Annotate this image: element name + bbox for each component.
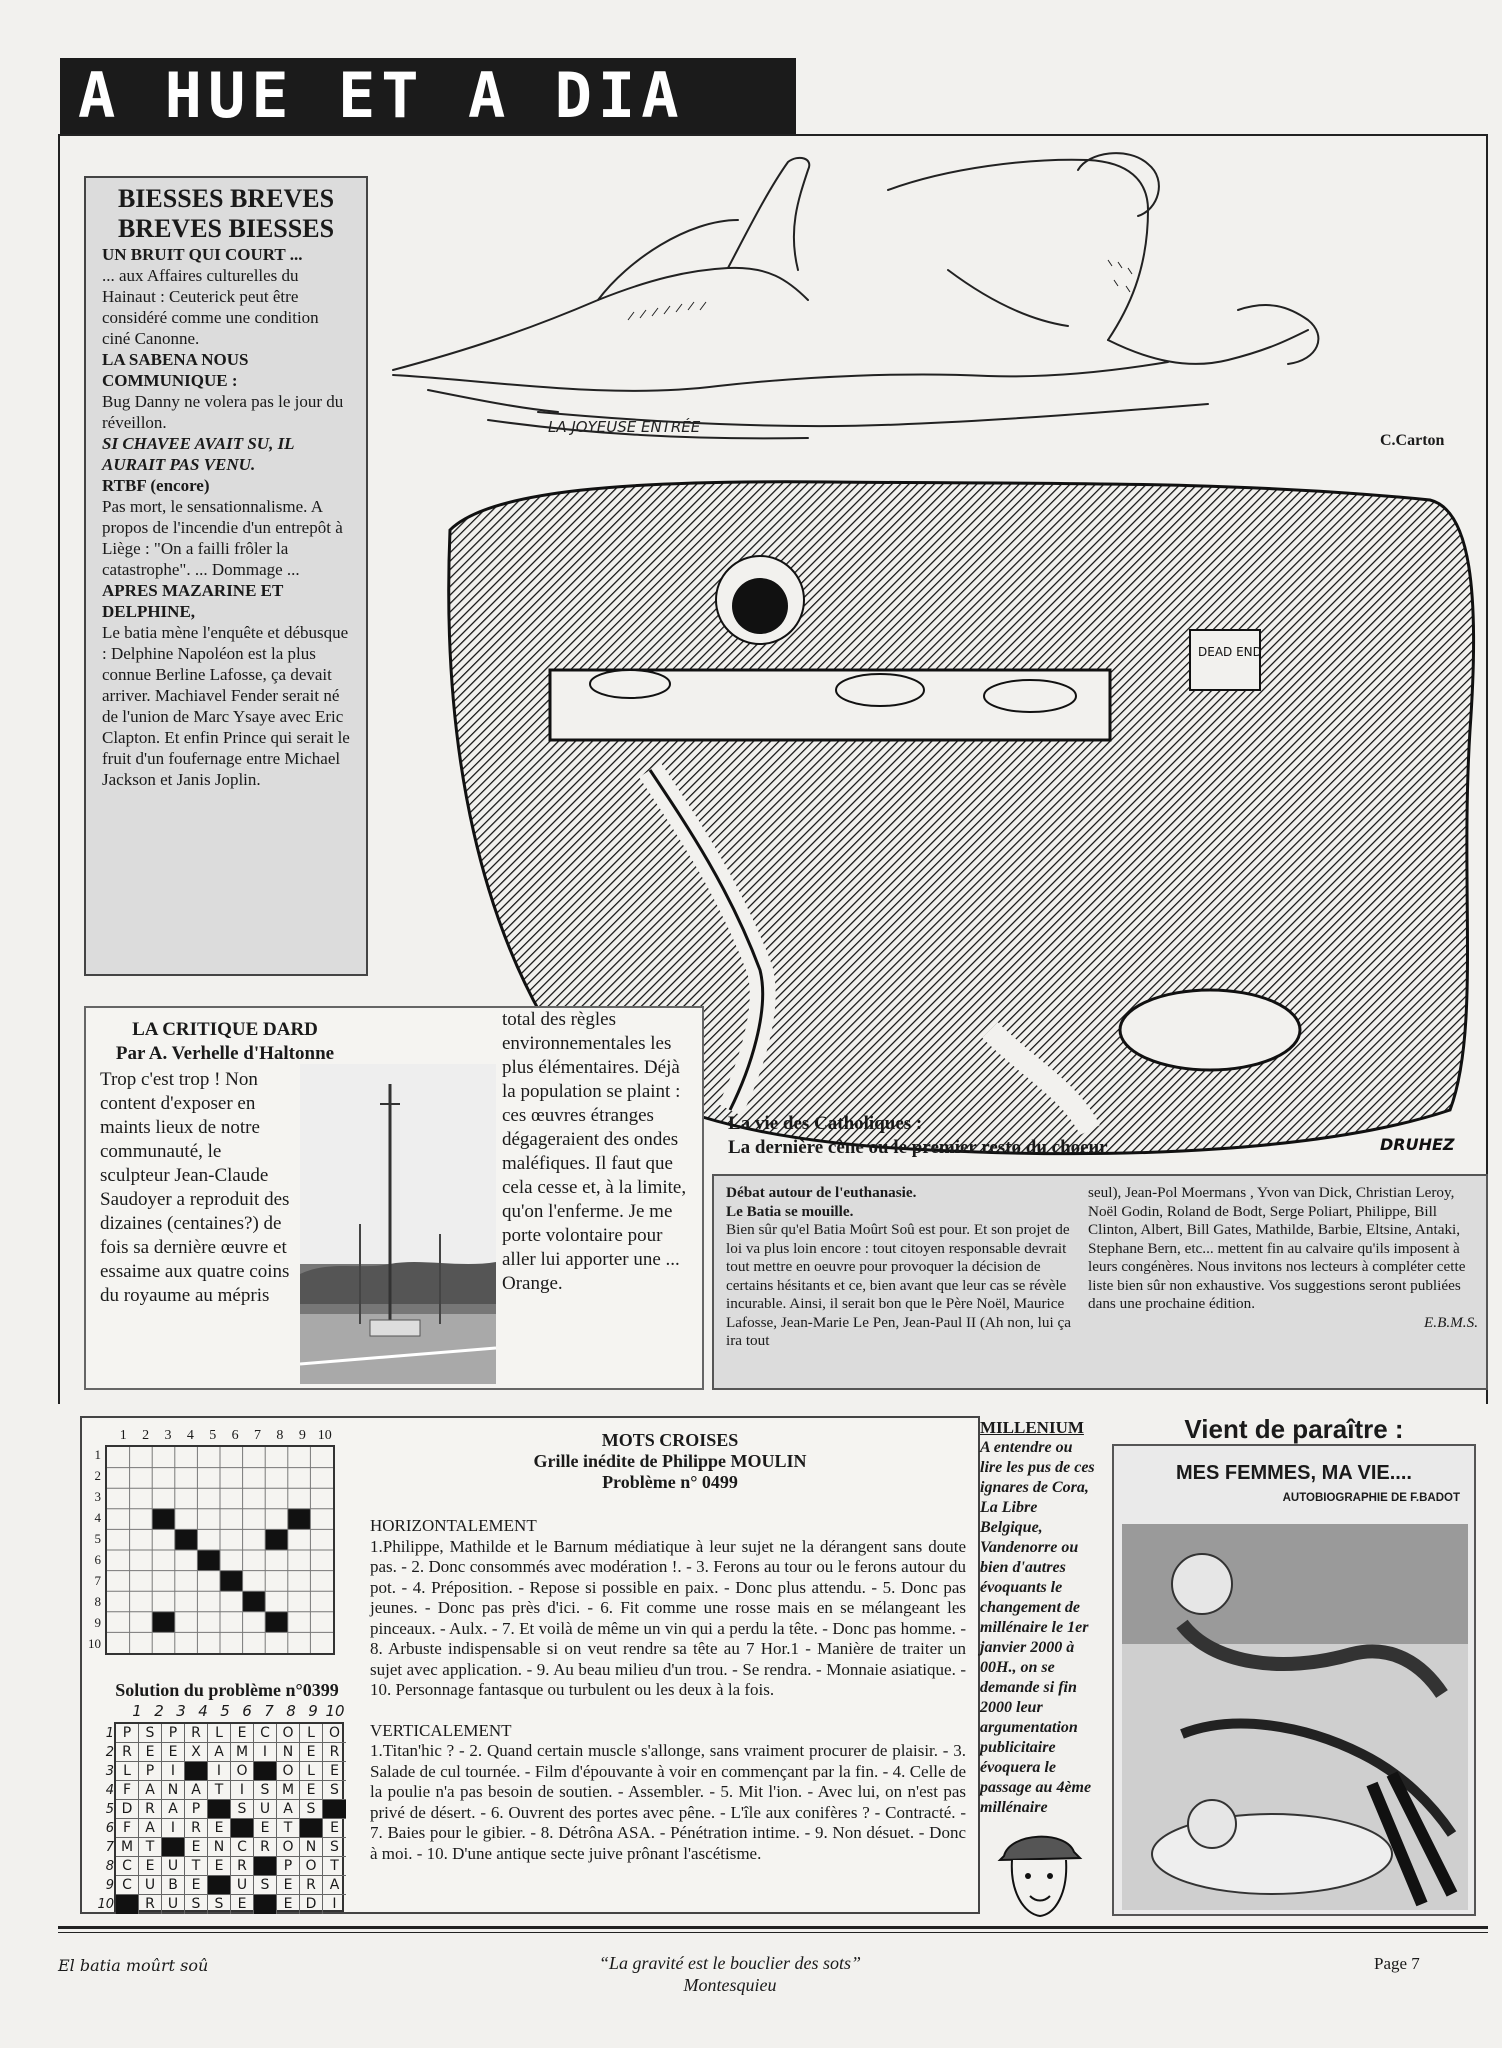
book-subtitle: AUTOBIOGRAPHIE DE F.BADOT <box>1282 1492 1460 1504</box>
cene-caption <box>728 1112 1208 1160</box>
solution-row <box>105 1876 346 1895</box>
sol-col-number: 7 <box>264 1702 274 1720</box>
solution-cell: O <box>277 1838 300 1857</box>
solution-cell: D <box>116 1800 139 1819</box>
solution-black-cell <box>254 1857 277 1876</box>
critique-box <box>84 1006 704 1390</box>
black-cell <box>175 1529 198 1550</box>
solution-cell: N <box>277 1743 300 1762</box>
solution-row-number: 4 <box>105 1783 114 1798</box>
solution-row-number: 5 <box>105 1802 114 1817</box>
solution-cell: N <box>208 1838 231 1857</box>
vient-de-paraitre-heading: Vient de paraître : <box>1184 1414 1404 1444</box>
solution-row-number: 10 <box>97 1897 114 1912</box>
book-cover-photo <box>1122 1524 1468 1910</box>
row-number: 2 <box>94 1468 101 1483</box>
cap-man-drawing <box>990 1822 1086 1922</box>
solution-cell: E <box>254 1819 277 1838</box>
col-number: 10 <box>317 1428 332 1443</box>
row-number: 6 <box>94 1552 101 1567</box>
solution-column-numbers <box>126 1702 346 1720</box>
solution-black-cell <box>162 1838 185 1857</box>
col-number: 2 <box>142 1428 150 1443</box>
col-number: 5 <box>209 1428 217 1443</box>
row-number: 1 <box>94 1447 101 1462</box>
solution-cell: R <box>185 1724 208 1743</box>
solution-black-cell <box>208 1800 231 1819</box>
biesses-title-1: BIESSES BREVES <box>117 184 335 213</box>
solution-cell: I <box>231 1781 254 1800</box>
footer-quote <box>480 1952 980 1996</box>
quote-text: “La gravité est le bouclier des sots” <box>599 1953 861 1973</box>
euthanasie-box <box>712 1174 1488 1390</box>
row-number: 5 <box>94 1531 101 1546</box>
row-number: 7 <box>94 1573 101 1588</box>
row-number: 3 <box>94 1489 101 1504</box>
solution-grid <box>97 1722 344 1912</box>
solution-black-cell <box>300 1819 323 1838</box>
solution-cell: I <box>254 1743 277 1762</box>
solution-black-cell <box>254 1762 277 1781</box>
solution-cell: L <box>208 1724 231 1743</box>
page-number: Page 7 <box>1374 1954 1420 1973</box>
black-cell <box>152 1509 175 1530</box>
solution-cell: A <box>139 1781 162 1800</box>
solution-cell: R <box>116 1743 139 1762</box>
antenna-photo <box>300 1064 496 1384</box>
cene-caption-line1: La vie des Catholiques : <box>728 1113 923 1134</box>
solution-cell: F <box>116 1781 139 1800</box>
solution-cell: N <box>300 1838 323 1857</box>
solution-cell: S <box>323 1838 346 1857</box>
solution-cell: U <box>254 1800 277 1819</box>
solution-cell: E <box>208 1819 231 1838</box>
book-title: MES FEMMES, MA VIE.... <box>1176 1462 1412 1484</box>
solution-cell: E <box>139 1743 162 1762</box>
bottom-rule <box>58 1926 1488 1929</box>
solution-cell: E <box>231 1895 254 1914</box>
solution-cell: I <box>208 1762 231 1781</box>
artist-signature: DRUHEZ <box>1380 1135 1455 1154</box>
drawing-caption: LA JOYEUSE ENTRÉE <box>548 418 701 436</box>
mots-croises-clues <box>370 1516 966 1864</box>
solution-cell: U <box>139 1876 162 1895</box>
solution-cell: E <box>323 1762 346 1781</box>
footer-journal-name: El batia moûrt soû <box>58 1956 209 1975</box>
biesses-box <box>84 176 368 976</box>
item-head: RTBF (encore) <box>102 476 210 495</box>
solution-cell: X <box>185 1743 208 1762</box>
book-cover <box>1112 1444 1476 1916</box>
solution-row <box>97 1895 346 1914</box>
solution-cell: E <box>323 1819 346 1838</box>
masthead-title: A HUE ET A DIA <box>60 58 796 134</box>
solution-cell: M <box>277 1781 300 1800</box>
bottom-rule-thin <box>58 1932 1488 1933</box>
illustration-credit: C.Carton <box>1380 432 1445 449</box>
sol-col-number: 4 <box>198 1702 208 1720</box>
critique-col1: Trop c'est trop ! Non content d'exposer en maints lieux de notre communauté, le sculpteur Jean-Claude Saudoyer a reproduit des dizaines (centaines?) de fois sa dernière œuvre et essaime aux quatre coins du royaume au mépris <box>100 1069 290 1306</box>
row-number: 10 <box>88 1636 101 1651</box>
horizontal-clues: 1.Philippe, Mathilde et le Barnum médiatique à leur sujet ne la dérangent sans doute pas. - 2. Donc consommés avec modération !. - 3. Ferons au tour ou le ferons autour du pot. - 4. Préposition. - Repose si possible en paix. - Donc plus attendu. - 5. Donc pas jeunes. - Donc pas près d'ici. - 6. Fit comme une rosse mais en se mélangeant les pinceaux. - Aulx. - 7. Et voilà de même un vin qui a perdu la tête. - Donc pas homme. - 8. Arbuste indispensable si on veut rendre sa tête au 7 Hor.1 - Manière de traiter un sujet avec application. - 9. Au beau milieu d'un trou. - Se rendra. - Monnaie asiatique. - 10. Personnage fantasque ou turbulent ou les deux à la fois. <box>370 1536 966 1699</box>
sol-col-number: 8 <box>286 1702 296 1720</box>
sol-col-number: 3 <box>176 1702 186 1720</box>
item-body: Bug Danny ne volera pas le jour du réveillon. <box>102 392 344 432</box>
solution-cell: T <box>139 1838 162 1857</box>
black-cell <box>265 1529 288 1550</box>
solution-cell: S <box>323 1781 346 1800</box>
solution-black-cell <box>185 1762 208 1781</box>
euthanasie-text-2: seul), Jean-Pol Moermans , Yvon van Dick, Christian Leroy, Noël Godin, Roland de Bodt, Serge Poliart, Philippe, Bill Clinton, Albert, Bill Gates, Mathilde, Barbie, Eltsine, Antaki, Stephane Bern, etc... mettent fin au calvaire qu'ils imposent à leurs congénères. Nous invitons nos lecteurs à compléter cette liste bien sûr non exhaustive. Vos suggestions seront publiées dans une prochaine édition. <box>1088 1184 1466 1312</box>
solution-cell: E <box>300 1743 323 1762</box>
sol-col-number: 2 <box>154 1702 164 1720</box>
solution-black-cell <box>323 1800 346 1819</box>
solution-cell: S <box>300 1800 323 1819</box>
solution-cell: T <box>208 1781 231 1800</box>
solution-cell: P <box>116 1724 139 1743</box>
critique-col2: total des règles environnementales les plus élémentaires. Déjà la population se plaint : ces œuvres étranges dégageraient des ondes maléfiques. Il faut que cela cesse et, à la limite, qu'on l'enferme. Je me porte volontaire pour aller lui apporter une ... Orange. <box>502 1009 687 1294</box>
solution-row <box>105 1743 346 1762</box>
solution-cell: O <box>277 1762 300 1781</box>
col-number: 1 <box>119 1428 127 1443</box>
item-head: LA SABENA NOUS COMMUNIQUE : <box>102 350 249 390</box>
solution-cell: A <box>208 1743 231 1762</box>
black-cell <box>197 1550 220 1571</box>
euthanasie-title-2: Le Batia se mouille. <box>726 1202 854 1220</box>
item-head-italic: SI CHAVEE AVAIT SU, IL AURAIT PAS VENU. <box>102 434 294 474</box>
black-cell <box>152 1612 175 1633</box>
item-head: UN BRUIT QUI COURT ... <box>102 245 303 264</box>
grid-column-numbers <box>112 1428 336 1444</box>
solution-cell: S <box>185 1895 208 1914</box>
solution-cell: R <box>139 1800 162 1819</box>
cene-caption-line2: La dernière cène ou le premier resto du choeur <box>728 1137 1108 1158</box>
solution-row-number: 2 <box>105 1745 114 1760</box>
millenium-text: A entendre ou lire les pus de ces ignares de Cora, La Libre Belgique, Vandenorre ou bien d'autres évoquants le changement de millénaire le 1er janvier 2000 à 00H., on se demande si fin 2000 leur argumentation publicitaire évoquera le passage au 4ème millénaire <box>980 1439 1095 1816</box>
solution-row-number: 8 <box>105 1859 114 1874</box>
solution-cell: P <box>139 1762 162 1781</box>
solution-cell: D <box>300 1895 323 1914</box>
solution-cell: E <box>277 1876 300 1895</box>
euthanasie-col2 <box>1088 1184 1478 1332</box>
solution-cell: S <box>254 1781 277 1800</box>
solution-cell: L <box>300 1762 323 1781</box>
solution-cell: L <box>300 1724 323 1743</box>
row-number: 8 <box>94 1594 101 1609</box>
solution-row-number: 7 <box>105 1840 114 1855</box>
solution-cell: I <box>162 1762 185 1781</box>
euthanasie-title-1: Débat autour de l'euthanasie. <box>726 1184 917 1201</box>
critique-byline: Par A. Verhelle d'Haltonne <box>115 1043 335 1064</box>
item-head: APRES MAZARINE ET DELPHINE, <box>102 581 284 621</box>
solution-cell: I <box>332 1896 337 1912</box>
solution-row <box>105 1800 346 1819</box>
solution-cell: S <box>208 1895 231 1914</box>
solution-row <box>105 1819 346 1838</box>
solution-cell: R <box>185 1819 208 1838</box>
solution-cell: N <box>162 1781 185 1800</box>
mots-croises-header <box>370 1430 970 1493</box>
col-number: 6 <box>231 1428 239 1443</box>
dead-end-sign: DEAD END <box>1198 645 1262 659</box>
solution-cell: E <box>208 1857 231 1876</box>
solution-cell: A <box>139 1819 162 1838</box>
solution-cell: U <box>231 1876 254 1895</box>
solution-cell: E <box>139 1857 162 1876</box>
solution-cell: E <box>231 1724 254 1743</box>
solution-cell: E <box>185 1876 208 1895</box>
solution-cell: A <box>277 1800 300 1819</box>
solution-row-number: 3 <box>105 1764 114 1779</box>
solution-cell: F <box>116 1819 139 1838</box>
solution-cell: E <box>162 1743 185 1762</box>
solution-black-cell <box>208 1876 231 1895</box>
solution-cell: E <box>185 1838 208 1857</box>
col-number: 4 <box>186 1428 194 1443</box>
mots-croises-title: MOTS CROISES <box>601 1430 739 1450</box>
solution-cell: R <box>323 1743 346 1762</box>
crossword-grid <box>105 1445 335 1655</box>
solution-cell: B <box>162 1876 185 1895</box>
col-number: 7 <box>254 1428 262 1443</box>
solution-cell: C <box>231 1838 254 1857</box>
row-number: 9 <box>94 1615 101 1630</box>
solution-row <box>105 1724 346 1743</box>
solution-row <box>105 1857 346 1876</box>
solution-cell: C <box>254 1724 277 1743</box>
item-body: Pas mort, le sensationnalisme. A propos de l'incendie d'un entrepôt à Liège : "On a failli frôler la catastrophe". ... Dommage ... <box>102 497 343 579</box>
solution-row-number: 9 <box>105 1878 114 1893</box>
millenium-column <box>980 1418 1096 1818</box>
solution-cell: I <box>162 1819 185 1838</box>
mots-croises-problem: Problème n° 0499 <box>602 1472 738 1492</box>
solution-cell: T <box>277 1819 300 1838</box>
row-number: 4 <box>94 1510 101 1525</box>
solution-cell: S <box>254 1876 277 1895</box>
solution-cell: R <box>139 1895 162 1914</box>
solution-black-cell <box>231 1819 254 1838</box>
solution-black-cell <box>116 1895 139 1914</box>
solution-cell: S <box>231 1800 254 1819</box>
solution-cell: O <box>277 1724 300 1743</box>
millenium-title: MILLENIUM <box>980 1418 1084 1437</box>
critique-title: LA CRITIQUE DARD <box>132 1019 318 1040</box>
black-cell <box>243 1591 266 1612</box>
solution-title: Solution du problème n°0399 <box>115 1680 339 1700</box>
solution-cell: P <box>162 1724 185 1743</box>
solution-cell: M <box>116 1838 139 1857</box>
solution-cell: C <box>116 1857 139 1876</box>
sol-col-number: 5 <box>220 1702 230 1720</box>
solution-cell: O <box>323 1724 346 1743</box>
solution-cell: U <box>162 1857 185 1876</box>
sol-col-number: 9 <box>308 1702 318 1720</box>
sol-col-number: 6 <box>242 1702 252 1720</box>
horizontal-heading: HORIZONTALEMENT <box>370 1516 537 1535</box>
solution-black-cell <box>254 1895 277 1914</box>
biesses-title-2: BREVES BIESSES <box>117 214 335 243</box>
euthanasie-signature: E.B.M.S. <box>1424 1313 1478 1331</box>
solution-cell: M <box>231 1743 254 1762</box>
solution-cell: E <box>277 1895 300 1914</box>
solution-cell: R <box>254 1838 277 1857</box>
solution-cell: O <box>300 1857 323 1876</box>
solution-cell: A <box>323 1876 346 1895</box>
euthanasie-col1 <box>726 1184 1072 1351</box>
solution-cell: S <box>139 1724 162 1743</box>
col-number: 8 <box>276 1428 284 1443</box>
solution-cell: A <box>185 1781 208 1800</box>
solution-row <box>105 1838 346 1857</box>
solution-cell: T <box>323 1857 346 1876</box>
joyeuse-entree-drawing <box>388 150 1488 450</box>
solution-row-number: 6 <box>105 1821 114 1836</box>
solution-cell: U <box>162 1895 185 1914</box>
solution-cell: L <box>116 1762 139 1781</box>
solution-cell: A <box>162 1800 185 1819</box>
item-body: Le batia mène l'enquête et débusque : Delphine Napoléon est la plus connue Berline Lafosse, ça devait arriver. Machiavel Fender serait né de l'union de Marc Ysaye avec Eric Clapton. Et enfin Prince qui serait le fruit d'un foufernage entre Michael Jackson et Janis Joplin. <box>102 623 350 789</box>
quote-author: Montesquieu <box>683 1975 777 1995</box>
euthanasie-text-1: Bien sûr qu'el Batia Moûrt Soû est pour. Et son projet de loi va plus loin encore : tout citoyen responsable devrait tout mettre en oeuvre pour provoquer la décision de certains hésitants et ce, bien avant que leur cas se révèle incurable. Ainsi, il serait bon que le Père Noël, Maurice Lafosse, Jean-Marie Le Pen, Jean-Paul II (Ah non, lui ça ira tout <box>726 1221 1071 1349</box>
solution-cell: O <box>231 1762 254 1781</box>
solution-cell: P <box>277 1857 300 1876</box>
sol-col-number: 10 <box>325 1702 345 1720</box>
solution-cell: T <box>185 1857 208 1876</box>
black-cell <box>220 1571 243 1592</box>
solution-row <box>105 1781 346 1800</box>
col-number: 9 <box>298 1428 306 1443</box>
col-number: 3 <box>164 1428 172 1443</box>
solution-row <box>105 1762 346 1781</box>
sol-col-number: 1 <box>132 1702 142 1720</box>
solution-cell: E <box>300 1781 323 1800</box>
solution-row-number: 1 <box>105 1726 114 1741</box>
vertical-heading: VERTICALEMENT <box>370 1720 512 1740</box>
item-body: ... aux Affaires culturelles du Hainaut : Ceuterick peut être considéré comme une condition ciné Canonne. <box>102 266 319 348</box>
solution-cell: R <box>300 1876 323 1895</box>
solution-cell: R <box>231 1857 254 1876</box>
solution-cell: C <box>116 1876 139 1895</box>
vertical-clues: 1.Titan'hic ? - 2. Quand certain muscle s'allonge, sans vraiment procurer de plaisir. - 3. Salade de cul tournée. - Film d'épouvante à voir en commençant par la fin. - 4. Celle de la poulie n'a pas besoin de soutien. - Assembler. - 5. Mit l'ion. - Avec lui, on n'est pas privé de désert. - 6. Ouvrent des portes avec pêne. - L'île aux conifères ? - Contracté. - 7. Baies pour le gibier. - 8. Détrôna ASA. - Pénétration intime. - 9. Non désuet. - Donc à moi. - 10. D'une antique secte juive prônant l'ascétisme. <box>370 1741 966 1863</box>
black-cell <box>288 1509 311 1530</box>
mots-croises-subtitle: Grille inédite de Philippe MOULIN <box>533 1451 807 1471</box>
solution-cell: P <box>185 1800 208 1819</box>
black-cell <box>265 1612 288 1633</box>
